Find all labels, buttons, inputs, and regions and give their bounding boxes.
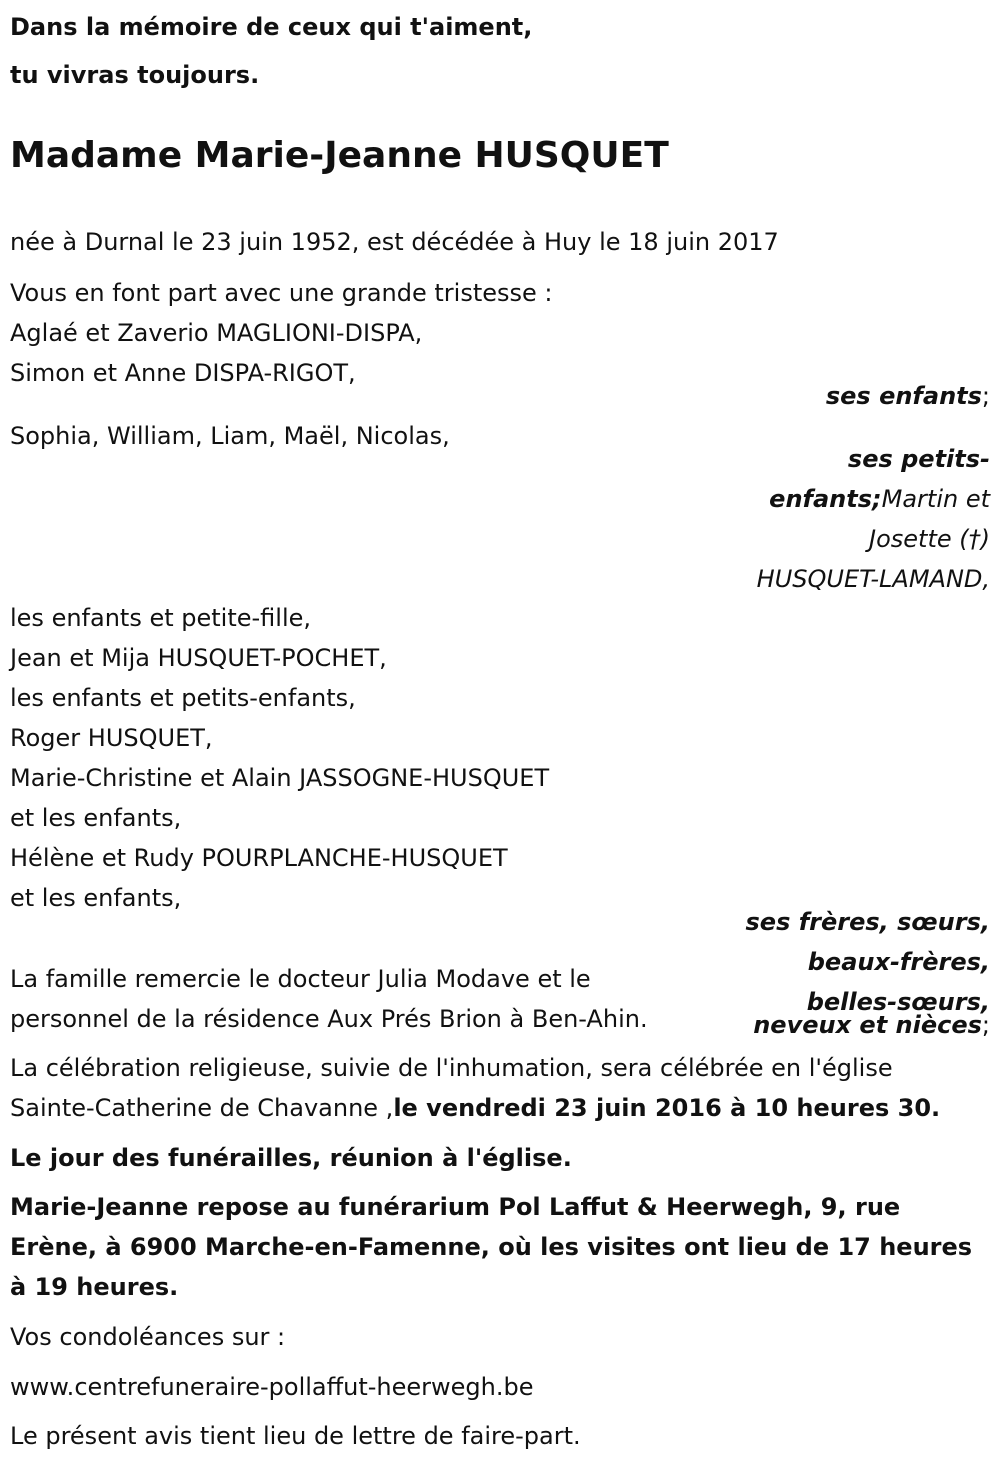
siblings-line-8: et les enfants, [10, 884, 182, 912]
siblings-role-separator: ; [981, 1011, 990, 1039]
condolences-website-link[interactable]: www.centrefuneraire-pollaffut-heerwegh.be [10, 1373, 534, 1401]
grandchildren-names: Sophia, William, Liam, Maël, Nicolas, [10, 422, 450, 450]
ceremony-line-2 [10, 1093, 940, 1123]
ceremony-place: Sainte-Catherine de Chavanne , [10, 1094, 394, 1122]
repose-line-3: à 19 heures. [10, 1273, 179, 1301]
announcement-intro: Vous en font part avec une grande tristesse : [10, 279, 553, 307]
birth-death-line: née à Durnal le 23 juin 1952, est décédée à Huy le 18 juin 2017 [10, 228, 779, 256]
closing-note: Le présent avis tient lieu de lettre de faire-part. [10, 1422, 581, 1450]
thanks-line-2: personnel de la résidence Aux Prés Brion à Ben-Ahin. [10, 1005, 648, 1033]
children-role-separator: ; [981, 382, 990, 410]
siblings-line-5: Marie-Christine et Alain JASSOGNE-HUSQUET [10, 764, 550, 792]
siblings-line-6: et les enfants, [10, 804, 182, 832]
children-line-1: Aglaé et Zaverio MAGLIONI-DISPA, [10, 319, 423, 347]
ceremony-line-1: La célébration religieuse, suivie de l'inhumation, sera célébrée en l'église [10, 1054, 893, 1082]
siblings-role-line-1: ses frères, sœurs, [745, 908, 990, 936]
siblings-line-1: les enfants et petite-fille, [10, 604, 312, 632]
repose-line-1: Marie-Jeanne repose au funérarium Pol Laffut & Heerwegh, 9, rue [10, 1193, 901, 1221]
quote-line-1: Dans la mémoire de ceux qui t'aiment, [10, 13, 533, 41]
siblings-role-label: neveux et nièces [753, 1011, 982, 1039]
children-line-2: Simon et Anne DISPA-RIGOT, [10, 359, 356, 387]
parents-line-1: Martin et [881, 485, 990, 513]
grandchildren-role-line-1: ses petits- [847, 445, 990, 473]
siblings-line-2: Jean et Mija HUSQUET-POCHET, [10, 644, 387, 672]
funeral-meeting: Le jour des funérailles, réunion à l'église. [10, 1144, 572, 1172]
siblings-line-7: Hélène et Rudy POURPLANCHE-HUSQUET [10, 844, 508, 872]
siblings-role-line-3: belles-sœurs, [806, 988, 990, 1016]
grandchildren-role-label: enfants; [769, 485, 882, 513]
parents-line-2: Josette (†) [869, 525, 990, 553]
siblings-line-4: Roger HUSQUET, [10, 724, 213, 752]
ceremony-date: le vendredi 23 juin 2016 à 10 heures 30. [393, 1094, 941, 1122]
children-role-label: ses enfants [825, 382, 982, 410]
children-role [826, 381, 990, 411]
quote-line-2: tu vivras toujours. [10, 61, 260, 89]
parents-line-3: HUSQUET-LAMAND, [756, 565, 990, 593]
condolences-label: Vos condoléances sur : [10, 1323, 286, 1351]
deceased-name: Madame Marie-Jeanne HUSQUET [10, 135, 669, 176]
grandchildren-role-line-2 [769, 484, 990, 514]
siblings-role-line-2: beaux-frères, [807, 948, 990, 976]
repose-line-2: Erène, à 6900 Marche-en-Famenne, où les visites ont lieu de 17 heures [10, 1233, 973, 1261]
siblings-role-line-4 [753, 1010, 990, 1040]
condolences-url-line [10, 1372, 534, 1402]
thanks-line-1: La famille remercie le docteur Julia Modave et le [10, 965, 591, 993]
siblings-line-3: les enfants et petits-enfants, [10, 684, 356, 712]
